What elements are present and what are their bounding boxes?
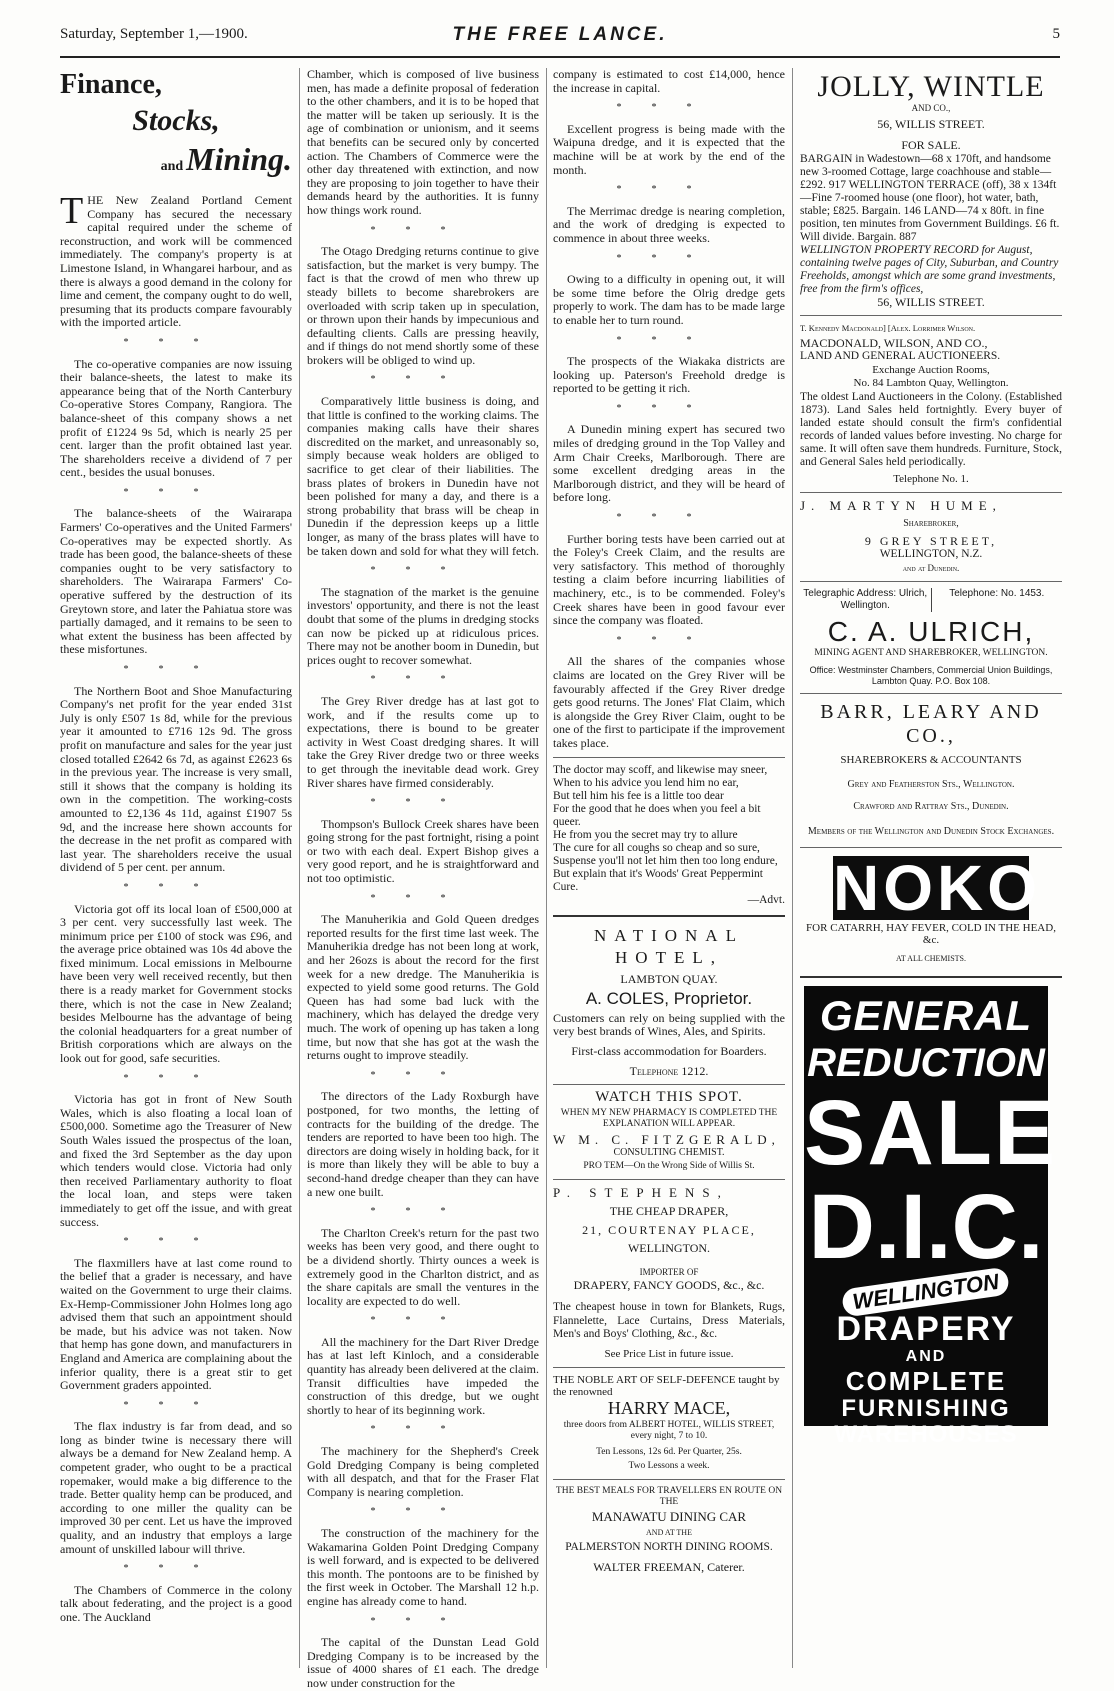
divider	[800, 847, 1062, 848]
noko-text: FOR CATARRH, HAY FEVER, COLD IN THE HEAD, &c.	[806, 922, 1056, 947]
dic-name: D.I.C.	[808, 1175, 1044, 1278]
watch-subtitle: WHEN MY NEW PHARMACY IS COMPLETED THE EXPLANATION WILL APPEAR.	[560, 1107, 778, 1129]
stephens-text: The cheapest house in town for Blankets, Rugs, Flannelette, Lace Curtains, Dress Materials, Men's and Boys' Clothing, &c., &c.	[553, 1301, 785, 1341]
dic-and: AND	[905, 1347, 947, 1365]
section-title-mining	[60, 140, 292, 186]
separator-stars: ***	[370, 1069, 476, 1081]
column-4	[800, 68, 1062, 1668]
dic-reduction: REDUCTION	[807, 1040, 1045, 1085]
article-paragraph: The capital of the Dunstan Lead Gold Dredging Company is to be increased by the issue of 4000 shares of £1 each. The dredge now under construction for the	[307, 1635, 539, 1690]
article-paragraph: The co-operative companies are now issuing their balance-sheets, the latest to make its appearance being that of the North Canterbury Co-operative Stores Company, Rangiora. The balance-sheet of this company shows a net profit of £1224 9s 5d, which is nearly 25 per cent. larger than the profit obtained last year. The shareholders receive a dividend of 7 per cent., besides the usual bonuses.	[60, 356, 292, 480]
separator-stars: ***	[370, 1315, 476, 1327]
separator-stars: ***	[616, 184, 722, 196]
divider	[553, 1084, 785, 1085]
property-record: WELLINGTON PROPERTY RECORD for August, containing twelve pages of City, Suburban, and Country Freeholds, amongst which are some grand investments, free from the firm's offices,	[800, 243, 1059, 295]
ulrich-role: MINING AGENT AND SHAREBROKER, WELLINGTON.	[814, 648, 1048, 659]
article-paragraph: The Charlton Creek's return for the past two weeks has been very good, and there ought to be a dividend shortly. Thirty ounces a week is extremely good in the Charlton district, and as the share capitals are small the ventures in the locality are expected to do well.	[307, 1225, 539, 1308]
article-paragraph: All the shares of the companies whose claims are located on the Grey River will be favourably affected if the Grey River dredge gets good returns. The Jones' Flat Claim, which is alongside the Grey River Claim, ought to be one of the first to participate if the improvement takes place.	[553, 654, 785, 750]
article-paragraph: Thompson's Bullock Creek shares have been going strong for the past fortnight, rising a point or two with each deal. Expert Bishop gives a very good report, and he is straightforward and not too optimistic.	[307, 816, 539, 886]
separator-stars: ***	[370, 1206, 476, 1218]
advert-noko	[800, 852, 1062, 966]
separator-stars: ***	[616, 634, 722, 646]
dic-wellington: WELLINGTON	[841, 1266, 1011, 1317]
noko-chemists: AT ALL CHEMISTS.	[895, 954, 966, 964]
hotel-accommodation: First-class accommodation for Boarders.	[571, 1043, 767, 1058]
advert-dining-car	[553, 1486, 785, 1574]
stephens-importer: IMPORTER OF	[639, 1266, 699, 1277]
section-title-and: and	[160, 159, 184, 174]
verse-line: Suspense you'll not let him then too long endure,	[553, 854, 778, 867]
stephens-price-list: See Price List in future issue.	[604, 1347, 734, 1360]
column-3	[553, 68, 785, 1668]
separator-stars: ***	[370, 565, 476, 577]
article-paragraph: Excellent progress is being made with the Waipuna dredge, and it is expected that the machine will be at work by the end of the month.	[553, 121, 785, 177]
separator-stars: ***	[123, 881, 229, 893]
jolly-co: AND CO.,	[911, 103, 951, 113]
mace-name: HARRY MACE,	[607, 1398, 731, 1419]
separator-stars: ***	[616, 512, 722, 524]
hume-name: J. MARTYN HUME,	[800, 498, 1002, 514]
article-paragraph: Chamber, which is composed of live business men, has made a definite proposal of federation to the other chambers, and it is to be hoped that the matter will be taken up seriously. It is the age of combination or unionism, and it seems that benefits can be secured only by concerted action. The Chambers of Commerce were the other day threatened with extinction, and now they are proposing to join together to have their demands heard by the authorities. It is funny how things work round.	[307, 67, 539, 217]
verse-line: But explain that it's Woods' Great Peppermint Cure.	[553, 867, 763, 893]
separator-stars: ***	[616, 334, 722, 346]
hotel-name: NATIONAL HOTEL,	[594, 925, 744, 967]
advert-macdonald	[800, 322, 1062, 486]
separator-stars: ***	[123, 1072, 229, 1084]
mac-name: MACDONALD, WILSON, AND CO.,	[800, 335, 988, 350]
meals-car: MANAWATU DINING CAR	[591, 1509, 747, 1525]
hume-city: WELLINGTON, N.Z.	[879, 548, 983, 561]
dic-sale: SALE	[804, 1081, 1058, 1184]
ulrich-name: C. A. ULRICH,	[827, 616, 1035, 648]
newspaper-title: THE FREE LANCE.	[452, 24, 668, 45]
dic-warehouses: WAREHOUSES	[834, 1420, 1018, 1448]
article-paragraph: All the machinery for the Dart River Dredge has at last left Kinloch, and a considerable quantity has already been delivered at the claim. Transit difficulties have impeded the construction of this dredge, but we ought shortly to hear of its beginning work.	[307, 1334, 539, 1417]
verse-line: For the good that he does when you feel a bit queer.	[553, 802, 761, 828]
verse-line: The cure for all coughs so cheap and so sure,	[553, 841, 760, 854]
advert-ulrich	[800, 588, 1062, 687]
separator-stars: ***	[123, 336, 229, 348]
mace-heading: THE NOBLE ART OF SELF-DEFENCE taught by the renowned	[553, 1374, 780, 1399]
column-divider	[299, 68, 300, 1668]
ulrich-office: Office: Westminster Chambers, Commercial Union Buildings, Lambton Quay. P.O. Box 108.	[809, 665, 1053, 687]
article-paragraph: Further boring tests have been carried out at the Foley's Creek Claim, and the results are very satisfactory. This method of thoroughly testing a claim before incurring liabilities of machinery, etc., is to be commended. Foley's Creek shares have been in good favour ever since the company was floated.	[553, 531, 785, 628]
mac-address-2: No. 84 Lambton Quay, Wellington.	[853, 377, 1009, 390]
barr-name: BARR, LEARY AND CO.,	[820, 701, 1042, 748]
hotel-phone: Telephone 1212.	[629, 1063, 709, 1078]
stephens-name: P. STEPHENS,	[553, 1185, 729, 1201]
stephens-address: 21, COURTENAY PLACE,	[582, 1222, 756, 1237]
jolly-title: JOLLY, WINTLE	[817, 70, 1045, 103]
verse-line: The doctor may scoff, and likewise may sneer,	[553, 763, 768, 776]
verse-line: When to his advice you lend him no ear,	[553, 776, 739, 789]
advert-watch-spot	[553, 1091, 785, 1173]
mace-address: three doors from ALBERT HOTEL, WILLIS STREET, every night, 7 to 10.	[563, 1420, 775, 1441]
article-paragraph: The Otago Dredging returns continue to give satisfaction, but the market is very bumpy. The fact is that the crowd of men who threw up steady billets to become sharebrokers are overloaded with scrip taken up in speculation, or thrown upon their hands by impecunious and defaulting clients. Calls are pressing heavily, and if things do not mend shortly some of these brokers will be obliged to wind up.	[307, 244, 539, 367]
article-paragraph: The machinery for the Shepherd's Creek Gold Dredging Company is being completed with all despatch, and that for the Fraser Flat Company is nearing completion.	[307, 1444, 539, 1499]
article-paragraph: Victoria got off its local loan of £500,000 at 3 per cent. very successfully last week. The minimum price per £100 of stock was £96, and the average price obtained was 10s 4d above the fixed minimum. Local emissions in Melbourne have been very well received recently, but then there is a ready market for Government stocks there, which is not the case in New Zealand; besides Melbourne has the advantage of being the colonial headquarters for a great number of British corporations which are always on the look out for good, safe securities.	[60, 901, 292, 1066]
advert-barr-leary	[800, 700, 1062, 841]
stephens-goods: DRAPERY, FANCY GOODS, &c., &c.	[573, 1278, 765, 1293]
drop-cap: T	[60, 190, 84, 232]
section-title-stocks: Stocks,	[132, 104, 220, 137]
header-rule	[60, 56, 1060, 58]
meals-caterer: WALTER FREEMAN, Caterer.	[593, 1559, 745, 1574]
divider	[800, 315, 1062, 316]
article-paragraph: The prospects of the Wiakaka districts are looking up. Paterson's Freehold dredge is reported to be getting it rich.	[553, 354, 785, 396]
meals-heading: THE BEST MEALS FOR TRAVELLERS EN ROUTE ON THE	[555, 1486, 783, 1508]
mac-address-1: Exchange Auction Rooms,	[872, 363, 990, 376]
separator-stars: ***	[123, 486, 229, 498]
barr-members: Members of the Wellington and Dunedin Stock Exchanges.	[807, 826, 1055, 838]
hume-role: Sharebroker,	[903, 517, 959, 529]
column-divider	[792, 68, 793, 1668]
dic-drapery: DRAPERY	[836, 1309, 1016, 1348]
ulrich-telegraphic: Telegraphic Address: Ulrich, Wellington.	[800, 588, 932, 612]
hotel-street: LAMBTON QUAY.	[620, 971, 718, 986]
stephens-city: WELLINGTON.	[627, 1241, 711, 1256]
mac-phone: Telephone No. 1.	[893, 472, 969, 485]
dic-general: GENERAL	[819, 991, 1033, 1039]
article-paragraph: The directors of the Lady Roxburgh have postponed, for two months, the letting of contracts for the building of the dredge. The tenders are reported to have been too high. The directors are doing wisely in holding back, for it is more than likely they will be able to buy a second-hand dredge cheaper than they can have a new one built.	[307, 1089, 539, 1199]
separator-stars: ***	[370, 674, 476, 686]
advert-national-hotel	[553, 925, 785, 1079]
hotel-text: Customers can rely on being supplied with the very best brands of Wines, Ales, and Spirits.	[553, 1010, 785, 1039]
section-title-finance: Finance,	[60, 69, 162, 100]
barr-address-2: Crawford and Rattray Sts., Dunedin.	[853, 800, 1009, 812]
article-paragraph: The Grey River dredge has at last got to work, and if the results come up to expectations, there is bound to be greater activity in West Coast dredging shares. It will take the Grey River dredge two or three weeks to get through the inevitable dead work. Grey River shares have firmed considerably.	[307, 693, 539, 790]
meals-and: AND AT THE	[646, 1527, 692, 1537]
article-paragraph: The flaxmillers have at last come round to the belief that a grader is necessary, and have waited on the Government to urge their claims. Ex-Hemp-Commissioner John Holmes long ago advised them that such an appointment should be made, but his advice was not taken. Now that hemp has gone down, and manufacturers in England and America are complaining about the inferior quality, there is a great stir to get Government graders appointed.	[60, 1255, 292, 1393]
divider	[800, 581, 1062, 582]
mace-fees: Ten Lessons, 12s 6d. Per Quarter, 25s.	[596, 1447, 742, 1457]
separator-stars: ***	[370, 1615, 476, 1627]
divider	[553, 1179, 785, 1180]
jolly-address: 56, WILLIS STREET.	[877, 116, 985, 131]
article-paragraph: The stagnation of the market is the genuine investors' opportunity, and there is not the least doubt that some of the plums in dredging stocks can now be picked up at ridiculous prices. There may not be another boom in Dunedin, but prices ought to recover somewhat.	[307, 584, 539, 667]
advert-jolly-wintle	[800, 72, 1062, 309]
advert-stephens	[553, 1186, 785, 1361]
divider	[800, 693, 1062, 694]
article-paragraph: The balance-sheets of the Wairarapa Farmers' Co-operatives and the United Farmers' Co-operatives may be expected shortly. As trade has been good, the balance-sheets of these companies ought to be very satisfactory to shareholders. The Wairarapa Farmers' Co-operative suffered by the destruction of its Greytown store, and later the Pahiatua store was partially damaged, and it remains to be seen to what extent the business has been affected by these misfortunes.	[60, 506, 292, 657]
divider	[800, 492, 1062, 493]
masthead	[60, 22, 1060, 46]
fitzgerald-name: W M. C. FITZGERALD,	[553, 1131, 780, 1147]
page-number: 5	[1052, 26, 1060, 42]
article-paragraph: A Dunedin mining expert has secured two miles of dredging ground in the Top Valley and Arm Chair Creeks, Marlborough. There are some excellent dredging areas in the Marlborough district, and they will be heard of before long.	[553, 422, 785, 505]
separator-stars: ***	[370, 1506, 476, 1518]
mac-role: LAND AND GENERAL AUCTIONEERS.	[800, 349, 1001, 362]
separator-stars: ***	[370, 1424, 476, 1436]
column-divider	[546, 68, 547, 1668]
article-paragraph: The construction of the machinery for the Wakamarina Golden Point Dredging Company is well forward, and is expected to be delivered this month. The pontoons are to be finished by the first week in October. The Marshall 12 h.p. engine has already come to hand.	[307, 1526, 539, 1608]
separator-stars: ***	[370, 224, 476, 236]
record-address: 56, WILLIS STREET.	[877, 294, 985, 309]
article-paragraph	[60, 190, 292, 330]
fitzgerald-role: CONSULTING CHEMIST.	[613, 1147, 725, 1159]
barr-role: SHAREBROKERS & ACCOUNTANTS	[840, 754, 1022, 767]
ulrich-contact-box	[800, 588, 1062, 612]
separator-stars: ***	[370, 797, 476, 809]
article-paragraph: Owing to a difficulty in opening out, it will be some time before the Olrig dredge gets properly to work. The dam has to be made large to enable her to turn round.	[553, 272, 785, 327]
separator-stars: ***	[370, 374, 476, 386]
mac-text: The oldest Land Auctioneers in the Colony. (Established 1873). Land Sales held fortnightly. Every buyer of landed estate should consult the firm's confidential records of landed values before investing. No charge for same. It will often save them hundreds. Furniture, Stock, and General Sales held periodically.	[800, 390, 1062, 468]
issue-date: Saturday, September 1,—1900.	[60, 26, 248, 42]
divider	[553, 1367, 785, 1368]
divider	[800, 976, 1062, 978]
advert-martyn-hume	[800, 499, 1062, 575]
divider	[553, 1479, 785, 1480]
article-paragraph: Comparatively little business is doing, and that little is confined to the working claims. The companies making calls have their shares discredited on the market, and unreasonably so, simply because weak holders are obliged to sacrifice to get clear of their liabilities. The brass plates of brokers in Dunedin have not been polished for many a day, and there is a strong probability that brass will be cheap in Dunedin if the depression keeps up a little longer, as many of the brass plates will have to be taken down and sold for what they will fetch.	[307, 394, 539, 558]
barr-address-1: Grey and Featherston Sts., Wellington.	[847, 778, 1015, 790]
article-paragraph: The Manuherikia and Gold Queen dredges reported results for the first time last week. The Manuherikia dredge has not been long at work, and her 26ozs is about the record for the first week for a new dredge. The Manuherikia is expected to yield some good returns. The Gold Queen has had some bad luck with the machinery, which has delayed the dredge very much. The work of opening up has taken a long time, but now that she has got at the wash the returns ought to improve steadily.	[307, 912, 539, 1063]
fitzgerald-address: PRO TEM—On the Wrong Side of Willis St.	[583, 1160, 755, 1171]
column-1	[60, 68, 292, 1668]
divider	[553, 757, 785, 758]
ulrich-telephone: Telephone: No. 1453.	[949, 588, 1045, 600]
advert-harry-mace	[553, 1374, 785, 1473]
separator-stars: ***	[370, 892, 476, 904]
article-paragraph: The Chambers of Commerce in the colony talk about federating, and the project is a good one. The Auckland	[60, 1582, 292, 1624]
separator-stars: ***	[616, 102, 722, 114]
article-paragraph: The flax industry is far from dead, and so long as binder twine is necessary there will always be a demand for New Zealand hemp. A competent grader, who ought to be a practical ropemaker, would make a big difference to the trade. Better quality hemp can be produced, and according to one miller the quality can be improved 30 per cent. Let us have the improved quality, and an industry that employs a large amount of unskilled labour will thrive.	[60, 1419, 292, 1556]
divider	[553, 915, 785, 917]
mac-partners: T. Kennedy Macdonald] [Alex. Lorrimer Wilson.	[800, 323, 976, 334]
meals-rooms: PALMERSTON NORTH DINING ROOMS.	[565, 1541, 773, 1554]
separator-stars: ***	[616, 402, 722, 414]
separator-stars: ***	[123, 1563, 229, 1575]
article-paragraph: The Merrimac dredge is nearing completion, and the work of dredging is expected to commence in about three weeks.	[553, 203, 785, 245]
dic-complete: COMPLETE	[845, 1365, 1007, 1396]
stephens-subtitle: THE CHEAP DRAPER,	[609, 1204, 729, 1219]
mace-fees-note: Two Lessons a week.	[628, 1460, 710, 1471]
article-paragraph: Victoria has got in front of New South Wales, which is also floating a local loan of £500,000. Sometime ago the Treasurer of New South Wales issued the prospectus of the loan, and fixed the 3rd September as the day upon which tenders would close. Victoria had only then received Parliamentary authority to float the local loan, and steps were taken immediately to get off the issue, and with great success.	[60, 1092, 292, 1229]
article-paragraph: company is estimated to cost £14,000, hence the increase in capital.	[553, 67, 785, 95]
separator-stars: ***	[123, 664, 229, 675]
article-paragraph: The Northern Boot and Shoe Manufacturing Company's net profit for the year ended 31st July is only £507 1s 8d, while for the previous year it amounted to £716 12s 9d. The gross profit on manufacture and sales for the year just closed totalled £2642 6s 7d, as against £2623 6s in the previous year. The increase is very small, still it shows that the company is holding its own in the competition. The working-costs amounted to £2,136 4s 11d, against £1907 5s 9d, and the increase here shown accounts for the decrease in the net profit as compared with last year. The shareholders receive the usual dividend of 5 per cent. per annum.	[60, 683, 292, 875]
separator-stars: ***	[616, 252, 722, 264]
advert-verse	[553, 764, 785, 907]
hume-address: 9 GREY STREET,	[864, 533, 998, 548]
column-2	[307, 67, 539, 1690]
dic-furnishing: FURNISHING	[841, 1394, 1011, 1422]
verse-line: But tell him his fee is a little too dear	[553, 789, 724, 802]
separator-stars: ***	[123, 1236, 229, 1248]
separator-stars: ***	[123, 1399, 229, 1411]
advert-dic-sale	[804, 986, 1058, 1448]
advt-mark: —Advt.	[747, 893, 785, 906]
watch-title: WATCH THIS SPOT.	[595, 1089, 743, 1106]
paragraph-text: HE New Zealand Portland Cement Company has secured the necessary capital required under the scheme of reconstruction, and work will be commenced immediately. The company's property is at Limestone Island, in Whangarei harbour, and as there is always a good demand in the colony for lime and cement, the company ought to do well, presuming that its products compare favourably with the imported article.	[60, 193, 292, 330]
verse-line: He from you the secret may try to allure	[553, 828, 738, 841]
hotel-proprietor: A. COLES, Proprietor.	[585, 989, 753, 1009]
section-title-mining-word: Mining.	[186, 141, 292, 177]
hume-dunedin: and at Dunedin.	[902, 562, 960, 573]
noko-logo: NOKO	[833, 852, 1041, 925]
sale-listings: BARGAIN in Wadestown—68 x 170ft, and handsome new 3-roomed Cottage, large coachhouse and stable—£292. 917 WELLINGTON TERRACE (off), 38 x 134ft —Fine 7-roomed house (one floor), hot water, bath, stable; £825. Bargain. 146 LAND—74 x 80ft. in fine position, ten minutes from Government Buildings. £6 ft. Will divide. Bargain. 887	[800, 152, 1060, 243]
for-sale-heading: FOR SALE.	[901, 138, 961, 153]
